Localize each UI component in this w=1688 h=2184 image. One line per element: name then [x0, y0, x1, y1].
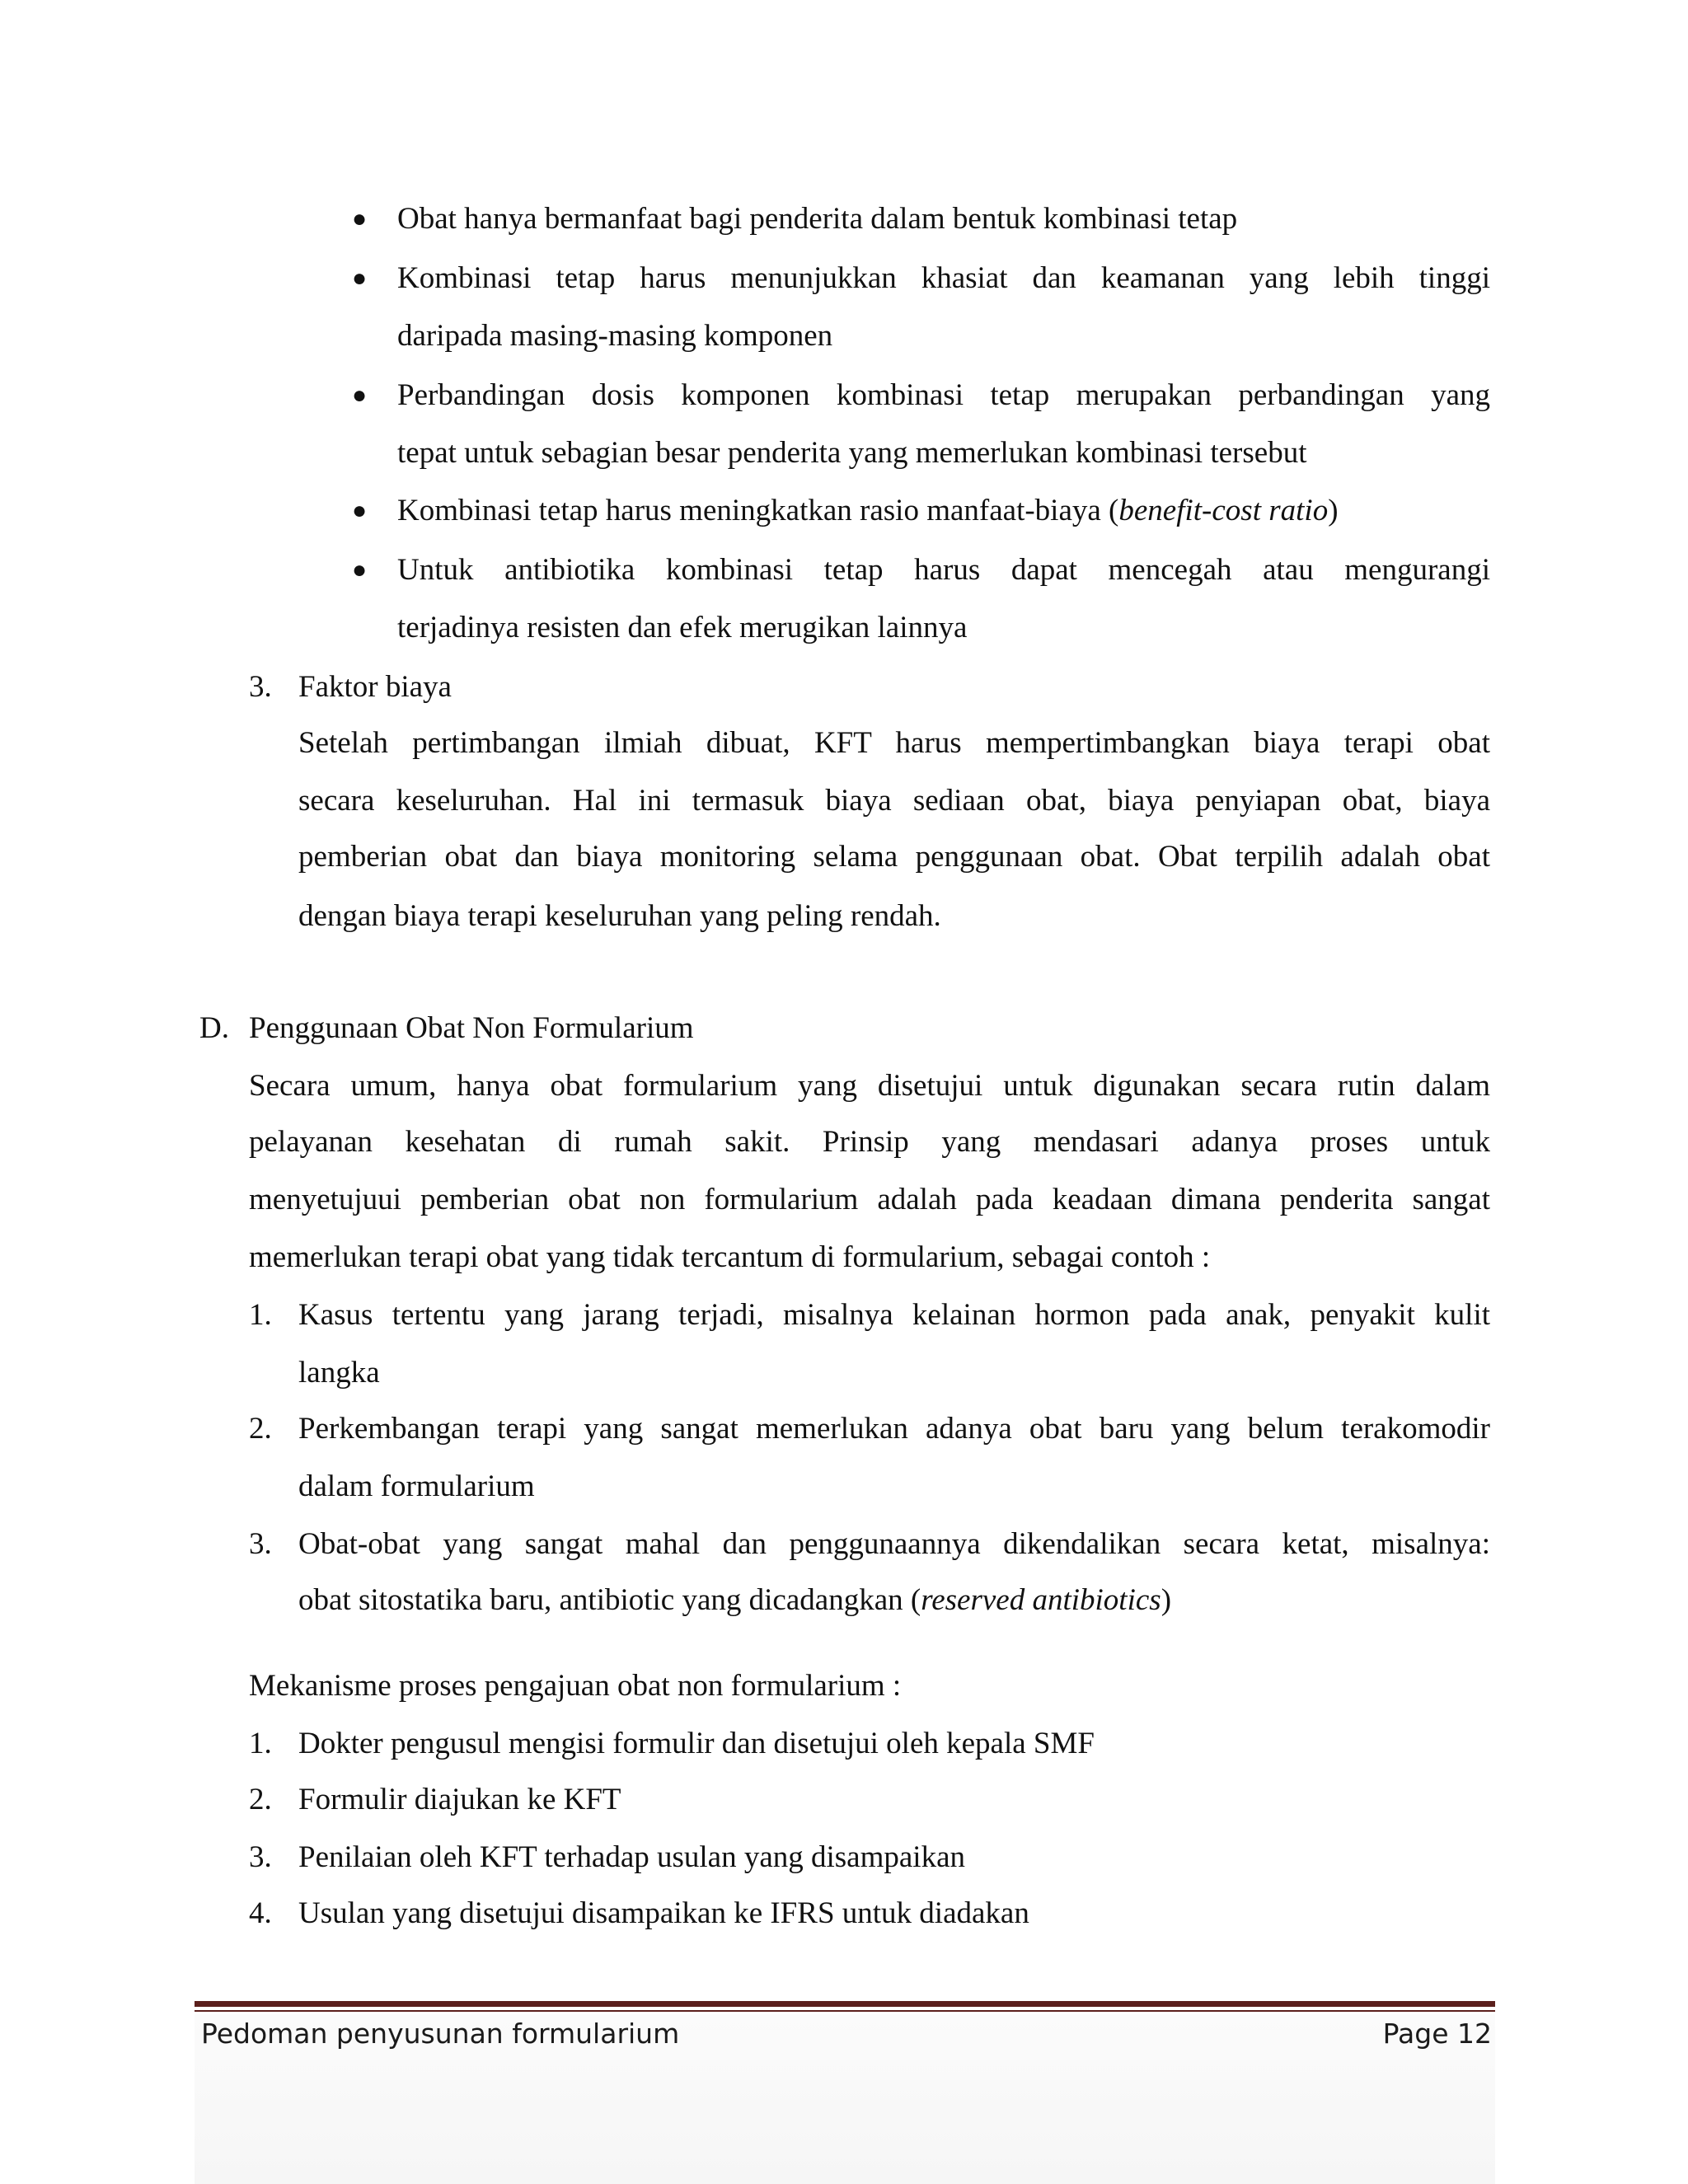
footer-title: Pedoman penyusunan formularium: [201, 2018, 680, 2050]
footer-rule-thin: [195, 2010, 1495, 2012]
paragraph-line: secara keseluruhan. Hal ini termasuk biaya sediaan obat, biaya penyiapan obat, biaya: [298, 784, 1490, 818]
bullet-item-line: daripada masing-masing komponen: [397, 319, 833, 353]
paragraph-line: menyetujuui pemberian obat non formularium adalah pada keadaan dimana penderita sangat: [249, 1183, 1490, 1216]
paragraph-line: memerlukan terapi obat yang tidak tercantum di formularium, sebagai contoh :: [249, 1240, 1211, 1274]
bullet-item-italic: benefit-cost ratio: [1118, 494, 1329, 527]
list-number: 3.: [249, 1527, 272, 1561]
bullet-item-line: Kombinasi tetap harus menunjukkan khasiat dan keamanan yang lebih tinggi: [397, 261, 1490, 295]
paragraph-line: Secara umum, hanya obat formularium yang disetujui untuk digunakan secara rutin dalam: [249, 1069, 1490, 1103]
bullet-item-text: ): [1328, 494, 1339, 527]
list-item-line: Kasus tertentu yang jarang terjadi, misalnya kelainan hormon pada anak, penyakit kulit: [298, 1298, 1490, 1332]
bullet-dot: ●: [352, 205, 368, 232]
bullet-dot: ●: [352, 382, 368, 409]
bullet-item-line: Untuk antibiotika kombinasi tetap harus dapat mencegah atau mengurangi: [397, 553, 1490, 587]
paragraph-line: pelayanan kesehatan di rumah sakit. Prinsip yang mendasari adanya proses untuk: [249, 1125, 1490, 1159]
section-heading: Penggunaan Obat Non Formularium: [249, 1011, 694, 1045]
footer-rule: [195, 2001, 1495, 2007]
bullet-dot: ●: [352, 497, 368, 524]
list-number: 2.: [249, 1783, 272, 1816]
bullet-item-line: terjadinya resisten dan efek merugikan lainnya: [397, 611, 968, 644]
list-item-line: dalam formularium: [298, 1469, 535, 1503]
bullet-dot: ●: [352, 556, 368, 583]
step-item: Dokter pengusul mengisi formulir dan disetujui oleh kepala SMF: [298, 1727, 1095, 1760]
step-item: Formulir diajukan ke KFT: [298, 1783, 621, 1816]
bullet-dot: ●: [352, 265, 368, 292]
list-item-italic: reserved antibiotics: [921, 1583, 1161, 1617]
list-number: 1.: [249, 1298, 272, 1332]
bullet-item-text: Kombinasi tetap harus meningkatkan rasio manfaat-biaya (: [397, 494, 1119, 527]
list-item-text: ): [1160, 1583, 1172, 1617]
bullet-item-line: tepat untuk sebagian besar penderita yang memerlukan kombinasi tersebut: [397, 436, 1307, 470]
section-letter: D.: [199, 1011, 229, 1045]
list-item-line: Obat-obat yang sangat mahal dan penggunaannya dikendalikan secara ketat, misalnya:: [298, 1527, 1490, 1561]
bullet-item-line: Obat hanya bermanfaat bagi penderita dalam bentuk kombinasi tetap: [397, 202, 1238, 236]
list-item-line: [298, 1582, 1171, 1619]
step-item: Penilaian oleh KFT terhadap usulan yang disampaikan: [298, 1840, 966, 1874]
bullet-item-line: [397, 493, 1339, 529]
bullet-item-line: Perbandingan dosis komponen kombinasi tetap merupakan perbandingan yang: [397, 378, 1490, 412]
list-number: 4.: [249, 1896, 272, 1930]
mechanism-heading: Mekanisme proses pengajuan obat non formularium :: [249, 1669, 902, 1703]
list-item-line: langka: [298, 1356, 380, 1390]
paragraph-line: dengan biaya terapi keseluruhan yang peling rendah.: [298, 899, 941, 933]
list-item-line: Perkembangan terapi yang sangat memerlukan adanya obat baru yang belum terakomodir: [298, 1412, 1490, 1446]
list-number: 2.: [249, 1412, 272, 1446]
list-number: 3.: [249, 1840, 272, 1874]
subsection-heading: Faktor biaya: [298, 670, 452, 704]
paragraph-line: pemberian obat dan biaya monitoring selama penggunaan obat. Obat terpilih adalah obat: [298, 840, 1490, 874]
list-number: 3.: [249, 670, 272, 704]
step-item: Usulan yang disetujui disampaikan ke IFRS untuk diadakan: [298, 1896, 1029, 1930]
list-item-text: obat sitostatika baru, antibiotic yang dicadangkan (: [298, 1583, 921, 1617]
footer-page-number: Page 12: [1382, 2018, 1492, 2050]
list-number: 1.: [249, 1727, 272, 1760]
paragraph-line: Setelah pertimbangan ilmiah dibuat, KFT harus mempertimbangkan biaya terapi obat: [298, 726, 1490, 760]
